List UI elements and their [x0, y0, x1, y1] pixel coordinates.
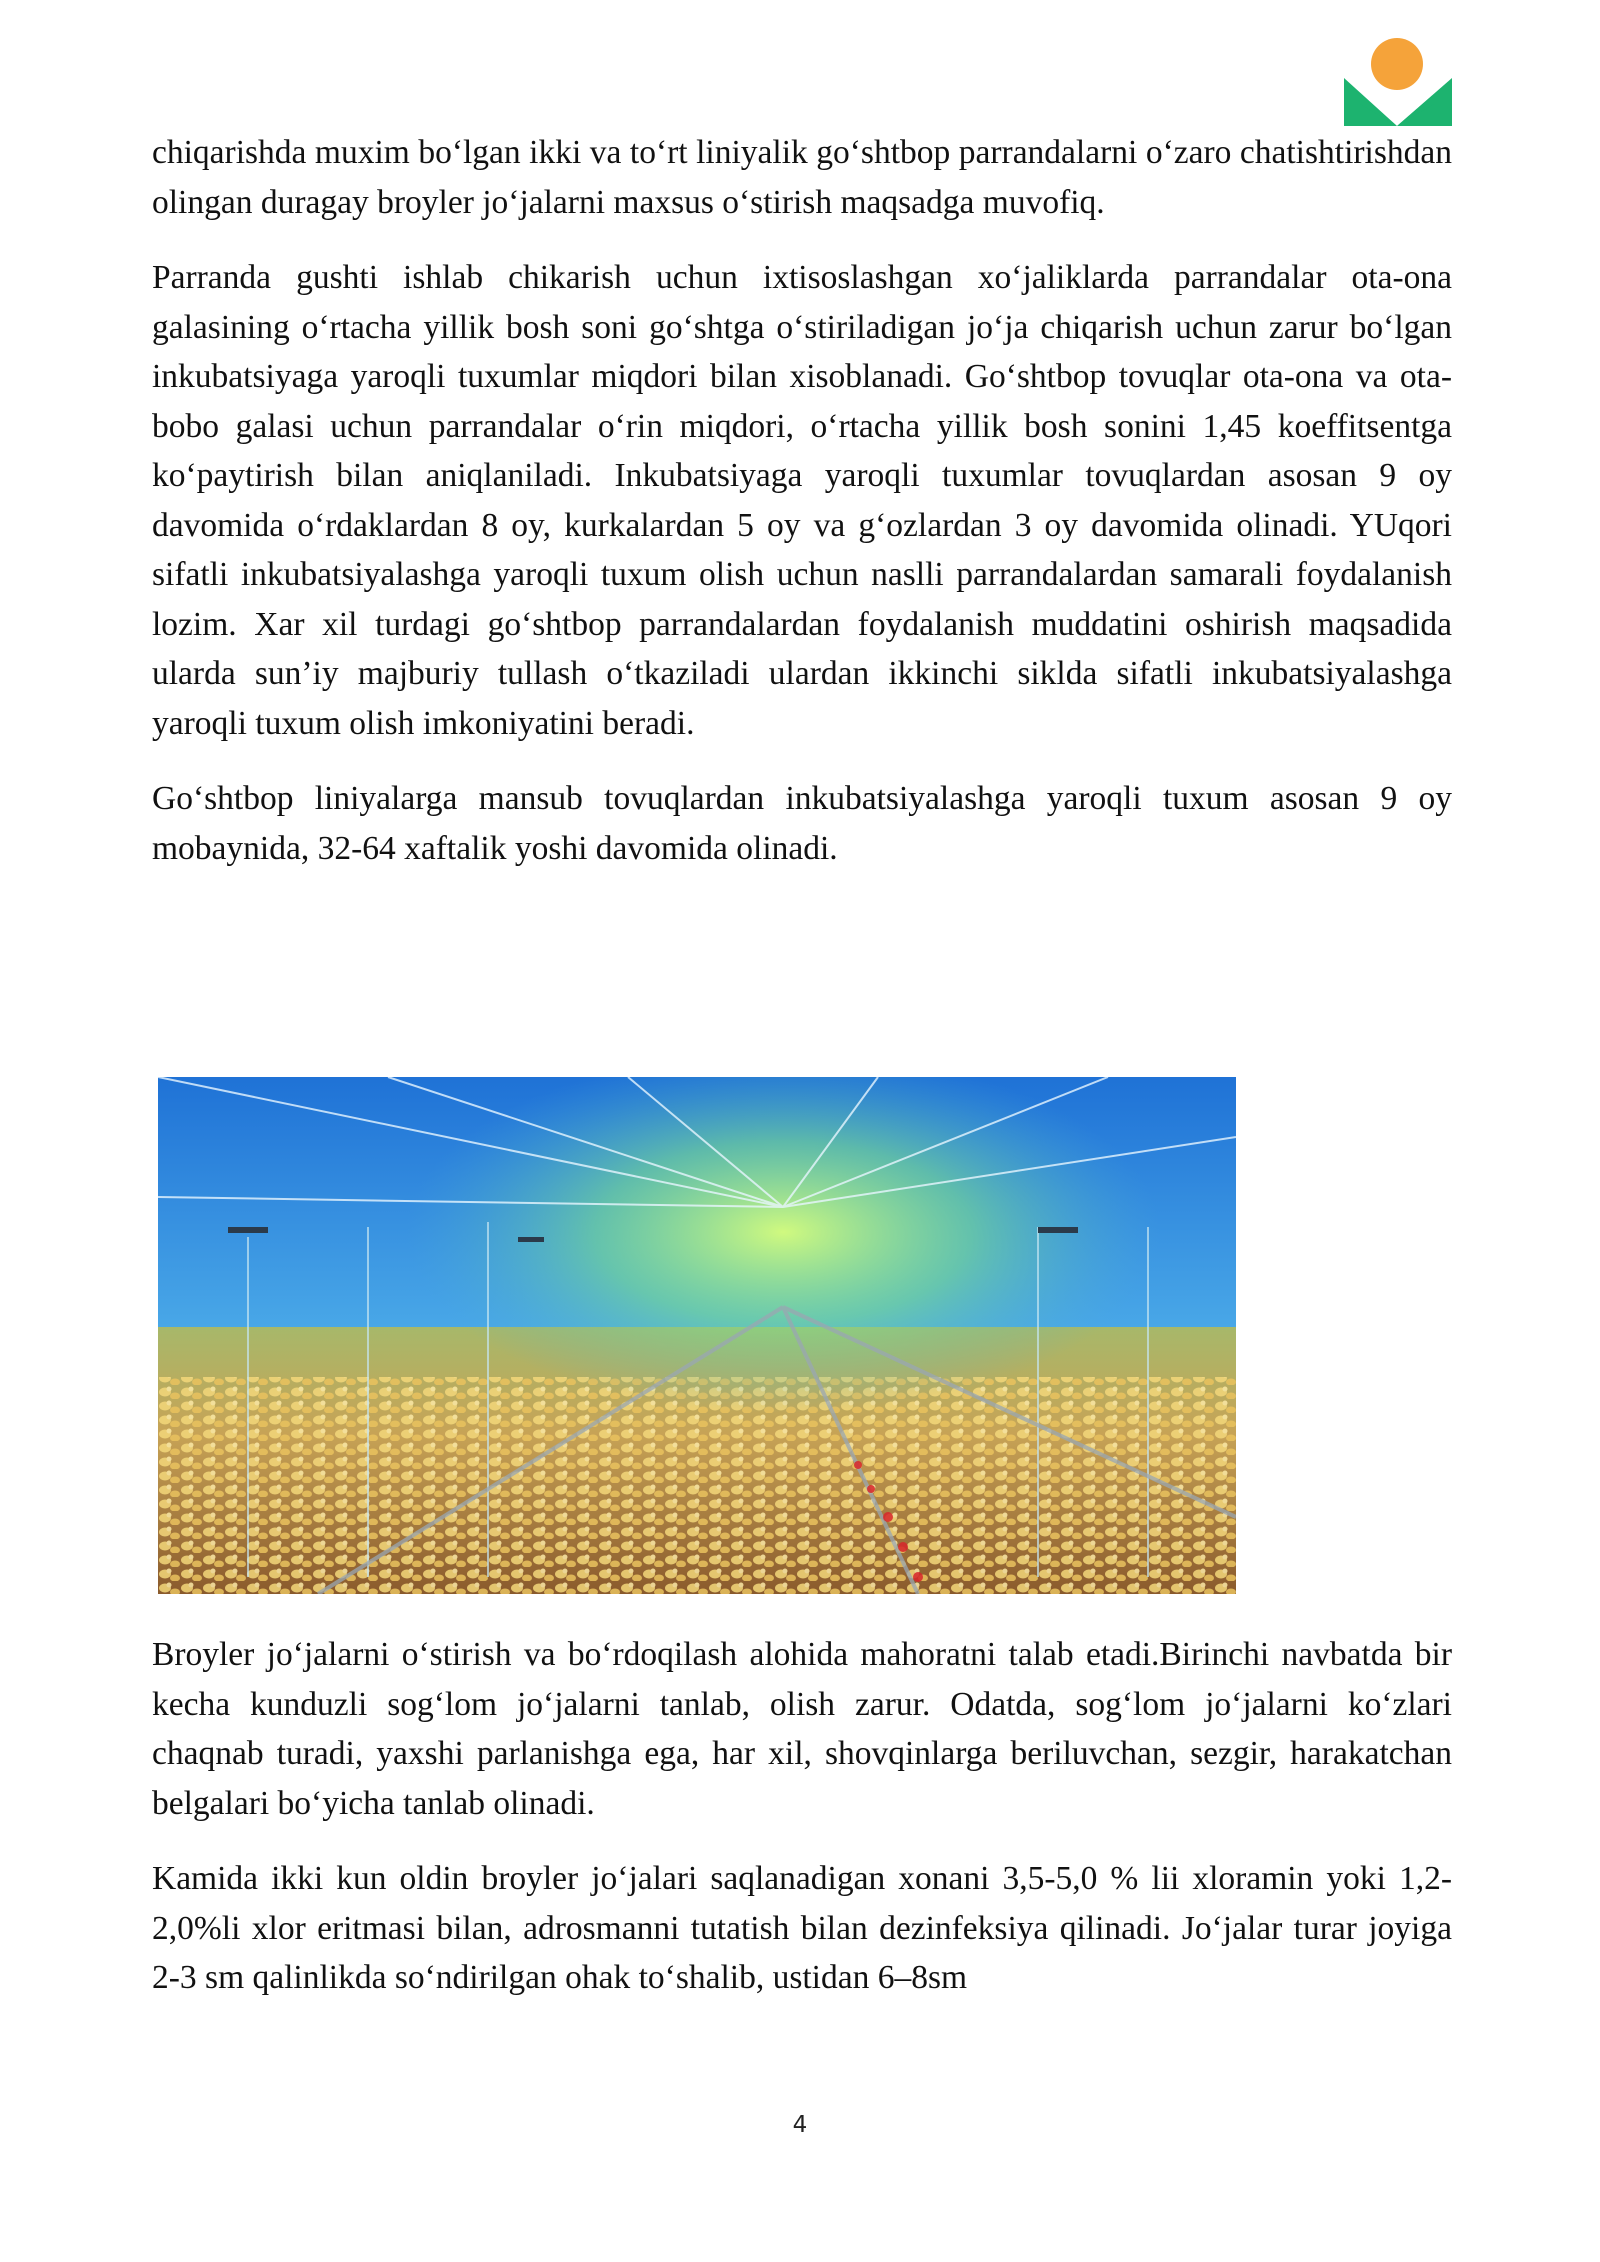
- broiler-chicks-poultry-house-photo: [158, 1077, 1236, 1594]
- paragraph: Broyler jo‘jalarni o‘stirish va bo‘rdoqilash alohida mahoratni talab etadi.Birinchi navbatda bir kecha kunduzli sog‘lom jo‘jalarni tanlab, olish zarur. Odatda, sog‘lom jo‘jalarni ko‘zlari chaqnab turadi, yaxshi parlanishga ega, har xil, shovqinlarga beriluvchan, sezgir, harakatchan belgalari bo‘yicha tanlab olinadi.: [152, 1636, 1452, 1822]
- paragraph: chiqarishda muxim bo‘lgan ikki va to‘rt liniyalik go‘shtbop parrandalarni o‘zaro chatishtirishdan olingan duragay broyler jo‘jalarni maxsus o‘stirish maqsadga muvofiq.: [152, 134, 1452, 221]
- paragraph: Parranda gushti ishlab chikarish uchun ixtisoslashgan xo‘jaliklarda parrandalar ota-ona galasining o‘rtacha yillik bosh soni go‘shtga o‘stiriladigan jo‘ja chiqarish uchun zarur bo‘lgan inkubatsiyaga yaroqli tuxumlar miqdori bilan xisoblanadi. Go‘shtbop tovuqlar ota-ona va ota-bobo galasi uchun parrandalar o‘rin miqdori, o‘rtacha yillik bosh sonini 1,45 koeffitsentga ko‘paytirish bilan aniqlaniladi. Inkubatsiyaga yaroqli tuxumlar tovuqlardan asosan 9 oy davomida o‘rdaklardan 8 oy, kurkalardan 5 oy va g‘ozlardan 3 oy davomida olinadi. YUqori sifatli inkubatsiyalashga yaroqli tuxum olish uchun naslli parrandalardan samarali foydalanish lozim. Xar xil turdagi go‘shtbop parrandalardan foydalanish muddatini oshirish maqsadida ularda sun’iy majburiy tullash o‘tkaziladi ulardan ikkinchi siklda sifatli inkubatsiyalashga yaroqli tuxum olish imkoniyatini beradi.: [152, 259, 1452, 742]
- page-number: 4: [792, 2112, 808, 2138]
- sun-over-valley-logo-icon: [1340, 34, 1456, 126]
- body-text-bottom: [152, 1630, 1452, 2003]
- paragraph: Go‘shtbop liniyalarga mansub tovuqlardan inkubatsiyalashga yaroqli tuxum asosan 9 oy mobaynida, 32-64 xaftalik yoshi davomida olinadi.: [152, 780, 1452, 867]
- paragraph: Kamida ikki kun oldin broyler jo‘jalari saqlanadigan xonani 3,5-5,0 % lii xloramin yoki 1,2-2,0%li xlor eritmasi bilan, adrosmanni tutatish bilan dezinfeksiya qilinadi. Jo‘jalar turar joyiga 2-3 sm qalinlikda so‘ndirilgan ohak to‘shalib, ustidan 6–8sm: [152, 1860, 1452, 1996]
- body-text-top: [152, 128, 1452, 873]
